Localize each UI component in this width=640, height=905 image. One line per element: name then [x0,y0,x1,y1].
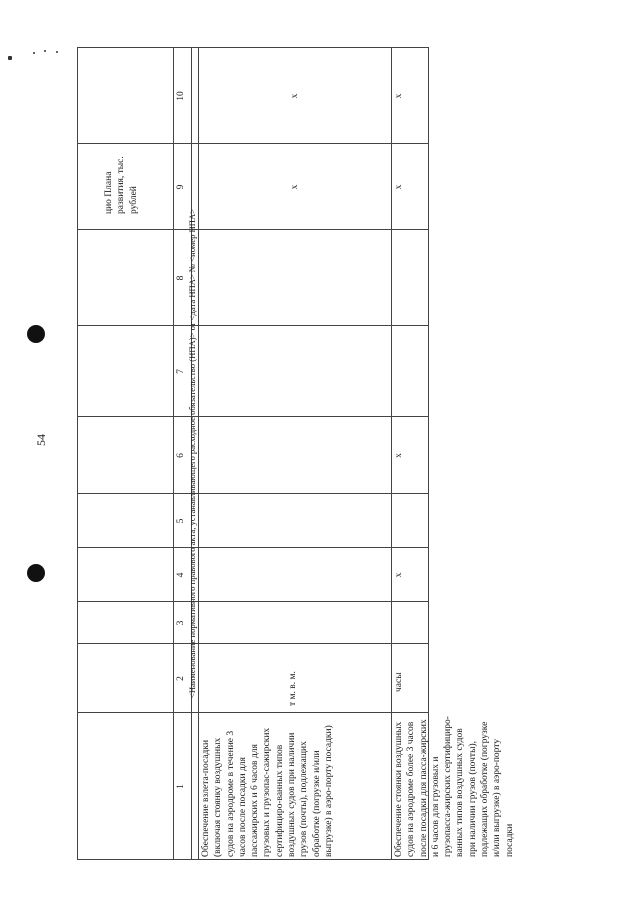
page-number: 54 [34,434,48,446]
grid-line [77,47,78,860]
grid-line [391,47,392,860]
column-number: 9 [176,184,186,190]
grid-line [77,601,429,602]
column-number: 10 [176,91,186,101]
column-number: 3 [176,620,186,626]
grid-line [173,47,174,860]
column-number: 8 [176,275,186,281]
grid-line [77,859,429,860]
row-value-col9: x [394,184,404,190]
row-value-col10: x [290,93,300,99]
grid-line [77,643,429,644]
column-number: 6 [176,453,186,458]
row-unit: часы [394,672,404,692]
grid-line [77,712,429,713]
punch-hole [27,564,45,582]
column-number: 4 [176,572,186,578]
scan-speck [56,51,58,53]
row-value-col4: x [394,572,404,578]
grid-line [77,493,429,494]
grid-line [77,325,429,326]
column-number: 2 [176,676,186,681]
grid-line [77,143,429,144]
scan-speck [8,56,12,60]
row-unit: т м. в. м. [288,671,298,706]
row-name: Обеспечение взлета-посадки (включая стоянку воздушных судов на аэродроме в течение 3 часов после посадки для пассажирских и 6 часов для грузовых и грузопас-сажирских сертифициро-ванных типов воздушных судов при наличии грузов (почты), подлежащих обработке (погрузке и/или выгрузке) в аэро-порту посадки) [201,725,334,857]
column-number: 7 [176,369,186,374]
grid-line [77,47,429,48]
row-name: Обеспечение стоянки воздушных судов на аэродроме более 3 часов после посадки для пасса-жирских и 6 часов для грузовых и грузопасса-жирских сертифициро-ванных типов воздушных судов при наличии грузов (почты), подлежащих обработке (погрузке и/или выгрузке) в аэро-порту посадки [394,716,515,857]
grid-line [77,547,429,548]
punch-hole [27,325,45,343]
row-value-col9: x [290,184,300,190]
column-number: 5 [176,518,186,524]
header-fragment: цио Плана развития, тыс. рублей [104,156,139,214]
rotated-table [77,47,515,860]
grid-line [77,229,429,230]
row-value-col10: x [394,93,404,99]
column-number: 1 [176,784,186,789]
row-value-col6: x [394,453,404,458]
scan-speck [33,52,35,54]
scan-speck [44,50,46,52]
section-title: <Наименование нормативного правового акта, устанавливающего расходное обязательство (НПА)> от <дата НПА> № <номер НПА> [187,208,197,699]
grid-line [77,416,429,417]
